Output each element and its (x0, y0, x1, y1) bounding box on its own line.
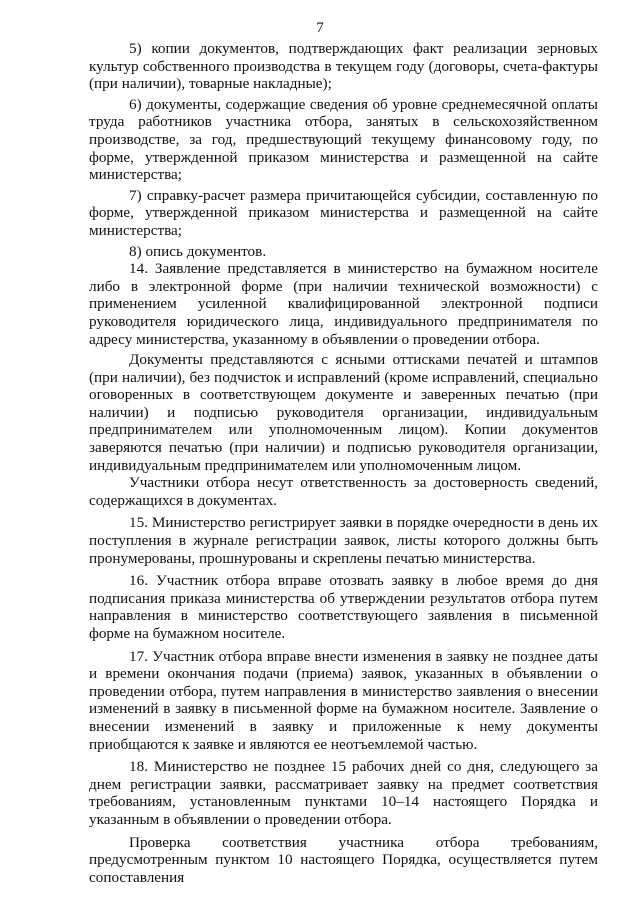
document-body (89, 40, 598, 886)
paragraph-participant-responsibility: Участники отбора несут ответственность за достоверность сведений, содержащихся в документах. (89, 474, 598, 509)
page-number: 7 (316, 20, 324, 36)
paragraph-clause-17: 17. Участник отбора вправе внести изменения в заявку не позднее даты и времени окончания подачи (приема) заявок, указанных в объявлении о проведении отбора, путем направления в министерство заявления о внесении изменений в заявку в письменной форме на бумажном носителе. Заявление о внесении изменений в заявку и приложенные к нему документы приобщаются к заявке и являются ее неотъемлемой частью. (89, 647, 598, 753)
paragraph-clause-18: 18. Министерство не позднее 15 рабочих дней со дня, следующего за днем регистрации заявки, рассматривает заявку на предмет соответствия требованиям, установленным пунктами 10–14 настоящего Порядка и указанным в объявлении о проведении отбора. (89, 758, 598, 828)
paragraph-clause-16: 16. Участник отбора вправе отозвать заявку в любое время до дня подписания приказа министерства об утверждении результатов отбора путем направления в министерство соответствующего заявления в письменной форме на бумажном носителе. (89, 572, 598, 642)
paragraph-verification: Проверка соответствия участника отбора требованиям, предусмотренным пунктом 10 настоящего Порядка, осуществляется путем сопоставления (89, 833, 598, 886)
paragraph-item-6: 6) документы, содержащие сведения об уровне среднемесячной оплаты труда работников участника отбора, занятых в сельскохозяйственном производстве, за год, предшествующий текущему финансовому году, по форме, утвержденной приказом министерства и размещенной на сайте министерства; (89, 95, 598, 184)
paragraph-item-5: 5) копии документов, подтверждающих факт реализации зерновых культур собственного производства в текущем году (договоры, счета-фактуры (при наличии), товарные накладные); (89, 40, 598, 93)
paragraph-clause-15: 15. Министерство регистрирует заявки в порядке очередности в день их поступления в журнале регистрации заявок, листы которого должны быть пронумерованы, прошнурованы и скреплены печатью министерства. (89, 514, 598, 567)
paragraph-clause-14: 14. Заявление представляется в министерство на бумажном носителе либо в электронной форме (при наличии технической возможности) с применением усиленной квалифицированной электронной подписи руководителя юридического лица, индивидуального предпринимателя по адресу министерства, указанному в объявлении о проведении отбора. (89, 260, 598, 348)
paragraph-documents-requirements: Документы представляются с ясными оттисками печатей и штампов (при наличии), без подчисток и исправлений (кроме исправлений, специально оговоренных в соответствующем документе и заверенных печатью (при наличии) и подписью руководителя организации, индивидуальным предпринимателем или уполномоченным лицом). Копии документов заверяются печатью (при наличии) и подписью руководителя организации, индивидуальным предпринимателем или уполномоченным лицом. (89, 351, 598, 474)
paragraph-item-7: 7) справку-расчет размера причитающейся субсидии, составленную по форме, утвержденной приказом министерства и размещенной на сайте министерства; (89, 186, 598, 239)
paragraph-item-8: 8) опись документов. (129, 242, 267, 260)
